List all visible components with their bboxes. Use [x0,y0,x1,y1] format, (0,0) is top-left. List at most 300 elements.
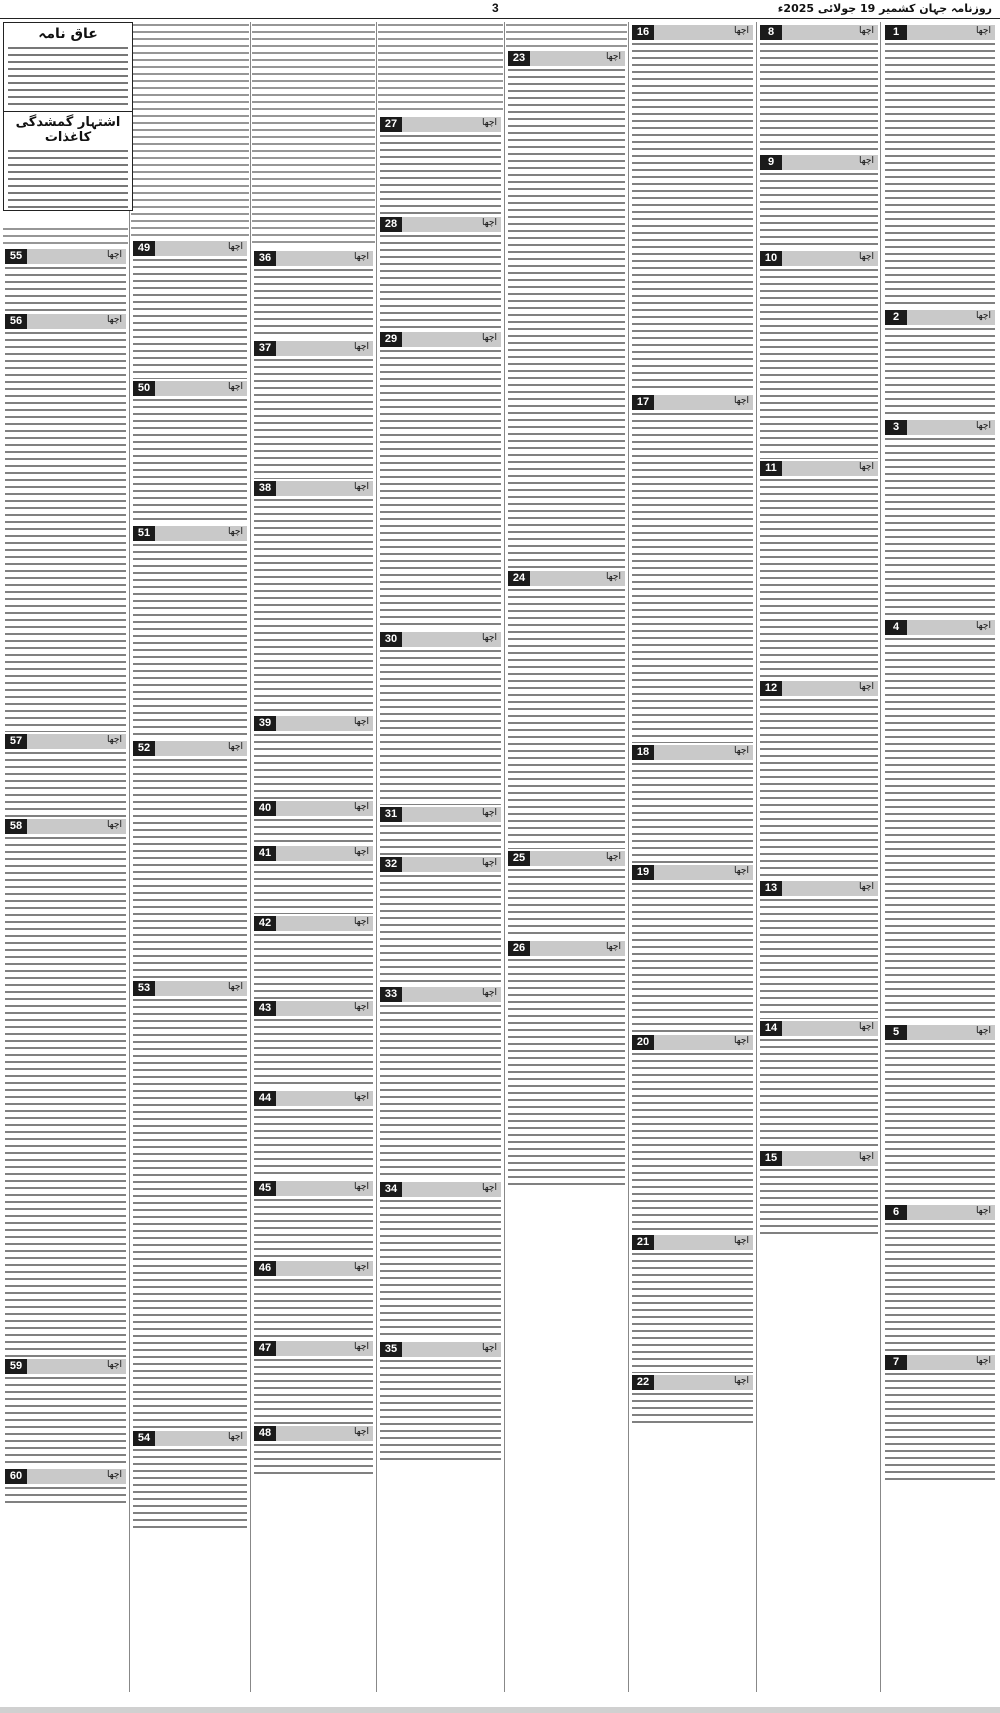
article-7 [883,1354,997,1484]
article-17 [630,394,755,744]
column-divider [376,22,377,1692]
article-label: اچھا [228,982,243,992]
article-number: 19 [632,865,654,880]
article-body-text [254,1279,373,1339]
article-label: اچھا [228,1432,243,1442]
article-header-bar [885,1355,995,1370]
article-label: اچھا [354,1427,369,1437]
article-21 [630,1234,755,1374]
article-60 [3,1468,128,1508]
article-label: اچھا [734,1236,749,1246]
column-divider [129,22,130,1692]
column-3 [630,24,755,1706]
article-label: اچھا [734,746,749,756]
column-7-lead-text [131,24,249,238]
article-body-text [254,499,373,714]
article-29 [378,331,503,631]
article-label: اچھا [734,1376,749,1386]
article-2 [883,309,997,419]
ad-title-aaq-nama: عاق نامہ [38,26,98,42]
article-body-text [508,589,625,849]
article-number: 34 [380,1182,402,1197]
article-37 [252,340,375,480]
article-header-bar [380,332,501,347]
article-label: اچھا [606,852,621,862]
article-header-bar [760,1151,878,1166]
article-label: اچھا [976,1356,991,1366]
article-header-bar [632,25,753,40]
article-54 [131,1430,249,1530]
article-number: 54 [133,1431,155,1446]
article-16 [630,24,755,394]
article-number: 60 [5,1469,27,1484]
article-header-bar [632,745,753,760]
article-number: 3 [885,420,907,435]
article-number: 16 [632,25,654,40]
article-body-text [760,1039,878,1149]
article-label: اچھا [734,26,749,36]
article-24 [506,570,627,850]
article-header-bar [133,526,247,541]
article-number: 4 [885,620,907,635]
article-label: اچھا [482,808,497,818]
article-19 [630,864,755,1034]
article-body-text [5,1487,126,1507]
article-label: اچھا [482,118,497,128]
column-4-lead-text [506,24,627,48]
article-label: اچھا [976,1026,991,1036]
article-header-bar [508,851,625,866]
column-1 [883,24,997,1706]
article-body-text [885,43,995,308]
article-32 [378,856,503,986]
article-label: اچھا [354,1182,369,1192]
article-label: اچھا [976,311,991,321]
column-8 [3,248,128,1706]
article-number: 49 [133,241,155,256]
article-11 [758,460,880,680]
article-20 [630,1034,755,1234]
article-body-text [632,413,753,743]
article-label: اچھا [734,866,749,876]
article-41 [252,845,375,915]
column-divider [880,22,881,1692]
article-body-text [5,837,126,1357]
article-30 [378,631,503,806]
article-header-bar [254,1426,373,1441]
article-25 [506,850,627,940]
article-53 [131,980,249,1430]
article-number: 39 [254,716,276,731]
article-body-text [254,1359,373,1424]
article-number: 46 [254,1261,276,1276]
article-body-text [508,959,625,1189]
article-44 [252,1090,375,1180]
article-33 [378,986,503,1181]
article-body-text [632,1053,753,1233]
column-5-lead-text [378,24,503,114]
article-number: 52 [133,741,155,756]
article-header-bar [380,1342,501,1357]
article-header-bar [632,865,753,880]
article-number: 40 [254,801,276,816]
article-header-bar [760,681,878,696]
article-body-text [760,173,878,249]
article-15 [758,1150,880,1240]
article-body-text [380,135,501,215]
article-label: اچھا [107,315,122,325]
article-header-bar [508,51,625,66]
article-number: 47 [254,1341,276,1356]
article-header-bar [254,1181,373,1196]
article-header-bar [254,481,373,496]
article-body-text [508,869,625,939]
article-number: 29 [380,332,402,347]
article-body-text [760,269,878,459]
article-label: اچھا [859,462,874,472]
article-body-text [632,43,753,393]
ad-text [8,150,128,208]
article-header-bar [885,1205,995,1220]
column-6-lead-text [252,24,375,248]
article-header-bar [508,941,625,956]
article-number: 38 [254,481,276,496]
article-5 [883,1024,997,1204]
article-label: اچھا [107,250,122,260]
article-label: اچھا [354,917,369,927]
article-header-bar [254,341,373,356]
article-body-text [254,864,373,914]
article-header-bar [5,249,126,264]
article-header-bar [380,807,501,822]
article-number: 36 [254,251,276,266]
article-body-text [5,1377,126,1467]
article-number: 58 [5,819,27,834]
article-1 [883,24,997,309]
article-label: اچھا [107,735,122,745]
article-52 [131,740,249,980]
article-number: 20 [632,1035,654,1050]
article-body-text [5,332,126,732]
article-label: اچھا [482,633,497,643]
article-label: اچھا [482,1183,497,1193]
article-number: 56 [5,314,27,329]
article-label: اچھا [606,942,621,952]
column-divider [504,22,505,1692]
article-10 [758,250,880,460]
article-label: اچھا [107,1360,122,1370]
article-number: 45 [254,1181,276,1196]
article-label: اچھا [354,342,369,352]
article-label: اچھا [859,1152,874,1162]
article-body-text [885,328,995,418]
article-header-bar [254,846,373,861]
article-header-bar [133,741,247,756]
article-body-text [133,999,247,1429]
article-label: اچھا [228,527,243,537]
article-header-bar [380,1182,501,1197]
article-58 [3,818,128,1358]
article-header-bar [632,1035,753,1050]
article-6 [883,1204,997,1354]
article-number: 14 [760,1021,782,1036]
article-number: 43 [254,1001,276,1016]
article-42 [252,915,375,1000]
article-number: 23 [508,51,530,66]
column-4 [506,50,627,1706]
article-label: اچھا [976,26,991,36]
article-number: 27 [380,117,402,132]
column-7 [131,240,249,1706]
article-header-bar [380,117,501,132]
article-label: اچھا [606,52,621,62]
article-header-bar [254,1001,373,1016]
article-body-text [133,1449,247,1529]
article-body-text [380,350,501,630]
article-number: 55 [5,249,27,264]
page-number: 3 [492,1,499,15]
article-body-text [885,1043,995,1203]
article-header-bar [5,1469,126,1484]
article-body-text [133,759,247,979]
article-number: 51 [133,526,155,541]
article-48 [252,1425,375,1480]
article-header-bar [760,1021,878,1036]
ad-title-gumshudgi: اشتہار گمشدگی کاغذات [4,111,132,148]
page-header [0,0,1000,19]
article-number: 5 [885,1025,907,1040]
article-header-bar [760,155,878,170]
article-body-text [254,1109,373,1179]
lead-text-lines [378,24,503,114]
article-body-text [885,638,995,1023]
article-number: 22 [632,1375,654,1390]
article-header-bar [885,620,995,635]
article-49 [131,240,249,380]
article-header-bar [632,1235,753,1250]
article-label: اچھا [859,682,874,692]
article-number: 12 [760,681,782,696]
column-divider [756,22,757,1692]
article-51 [131,525,249,740]
article-label: اچھا [482,858,497,868]
article-label: اچھا [859,1022,874,1032]
article-label: اچھا [354,482,369,492]
article-46 [252,1260,375,1340]
article-body-text [254,819,373,844]
article-number: 31 [380,807,402,822]
article-header-bar [632,395,753,410]
article-body-text [254,1019,373,1089]
article-header-bar [254,916,373,931]
lead-text-lines [252,24,375,248]
article-label: اچھا [859,26,874,36]
article-body-text [508,69,625,569]
article-body-text [133,399,247,524]
article-number: 26 [508,941,530,956]
article-body-text [632,883,753,1033]
article-number: 42 [254,916,276,931]
article-label: اچھا [859,156,874,166]
article-header-bar [760,251,878,266]
article-header-bar [5,734,126,749]
article-header-bar [380,987,501,1002]
article-body-text [5,267,126,312]
article-number: 57 [5,734,27,749]
article-50 [131,380,249,525]
article-number: 21 [632,1235,654,1250]
article-body-text [632,1253,753,1373]
article-number: 25 [508,851,530,866]
aaq-nama-ad [3,22,133,211]
article-body-text [5,752,126,817]
article-number: 6 [885,1205,907,1220]
article-number: 59 [5,1359,27,1374]
article-number: 10 [760,251,782,266]
article-body-text [885,438,995,618]
article-45 [252,1180,375,1260]
article-label: اچھا [482,333,497,343]
article-number: 53 [133,981,155,996]
article-56 [3,313,128,733]
article-header-bar [254,1091,373,1106]
lead-text-lines [131,24,249,238]
article-34 [378,1181,503,1341]
article-label: اچھا [228,242,243,252]
article-header-bar [133,241,247,256]
article-header-bar [254,251,373,266]
article-body-text [380,825,501,855]
article-number: 7 [885,1355,907,1370]
article-label: اچھا [734,1036,749,1046]
article-4 [883,619,997,1024]
article-body-text [380,875,501,985]
article-number: 2 [885,310,907,325]
article-number: 44 [254,1091,276,1106]
article-body-text [760,479,878,679]
ad-text [8,47,128,109]
article-18 [630,744,755,864]
article-header-bar [254,1261,373,1276]
article-body-text [760,43,878,153]
article-body-text [380,650,501,805]
article-number: 33 [380,987,402,1002]
article-header-bar [760,461,878,476]
article-47 [252,1340,375,1425]
article-14 [758,1020,880,1150]
page-footer [0,1707,1000,1713]
article-number: 48 [254,1426,276,1441]
article-12 [758,680,880,880]
article-31 [378,806,503,856]
article-label: اچھا [107,1470,122,1480]
article-38 [252,480,375,715]
article-label: اچھا [354,1092,369,1102]
article-27 [378,116,503,216]
article-body-text [885,1223,995,1353]
column-5 [378,116,503,1706]
article-body-text [632,763,753,863]
article-label: اچھا [859,882,874,892]
article-22 [630,1374,755,1429]
article-number: 13 [760,881,782,896]
article-header-bar [5,819,126,834]
article-13 [758,880,880,1020]
article-55 [3,248,128,313]
article-number: 30 [380,632,402,647]
article-header-bar [254,1341,373,1356]
column-divider [628,22,629,1692]
column-6 [252,250,375,1706]
article-header-bar [380,857,501,872]
article-label: اچھا [354,1342,369,1352]
article-57 [3,733,128,818]
article-body-text [760,1169,878,1239]
article-body-text [380,1005,501,1180]
article-number: 37 [254,341,276,356]
article-body-text [254,934,373,999]
column-2 [758,24,880,1706]
article-body-text [254,359,373,479]
article-header-bar [380,217,501,232]
article-body-text [380,1360,501,1460]
article-8 [758,24,880,154]
article-number: 1 [885,25,907,40]
column-8-lead-text [3,228,128,246]
article-label: اچھا [976,421,991,431]
article-40 [252,800,375,845]
article-body-text [254,1444,373,1479]
article-35 [378,1341,503,1461]
article-body-text [254,734,373,799]
article-number: 17 [632,395,654,410]
column-divider [250,22,251,1692]
article-number: 24 [508,571,530,586]
article-header-bar [632,1375,753,1390]
article-label: اچھا [606,572,621,582]
article-header-bar [508,571,625,586]
article-header-bar [133,981,247,996]
article-number: 32 [380,857,402,872]
article-body-text [760,699,878,879]
article-header-bar [885,310,995,325]
article-body-text [380,235,501,330]
article-header-bar [254,716,373,731]
article-number: 35 [380,1342,402,1357]
article-header-bar [760,881,878,896]
article-label: اچھا [354,252,369,262]
article-header-bar [885,1025,995,1040]
article-number: 9 [760,155,782,170]
article-9 [758,154,880,250]
article-number: 15 [760,1151,782,1166]
article-header-bar [133,381,247,396]
article-label: اچھا [976,621,991,631]
article-3 [883,419,997,619]
article-label: اچھا [228,382,243,392]
article-label: اچھا [482,988,497,998]
article-number: 11 [760,461,782,476]
lead-text-lines [506,24,627,48]
article-36 [252,250,375,340]
article-body-text [133,544,247,739]
article-number: 41 [254,846,276,861]
article-43 [252,1000,375,1090]
article-header-bar [254,801,373,816]
article-label: اچھا [482,1343,497,1353]
article-header-bar [133,1431,247,1446]
article-header-bar [5,314,126,329]
